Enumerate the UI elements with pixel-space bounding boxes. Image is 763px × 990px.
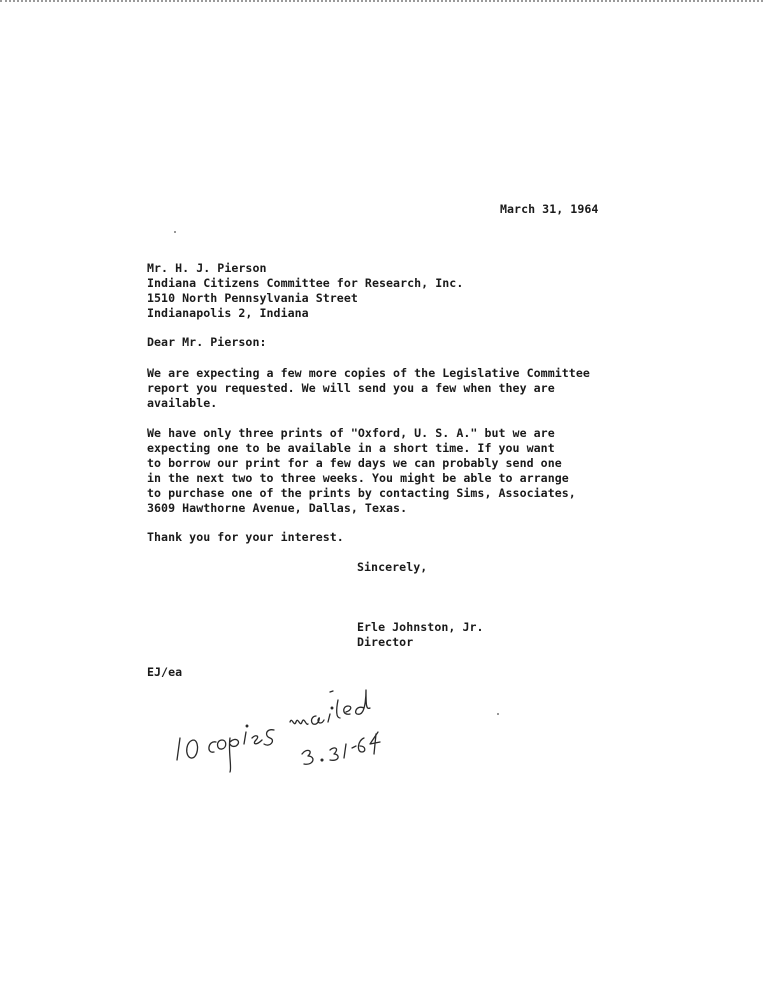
recipient-name: Mr. H. J. Pierson [147,261,267,275]
paragraph-line: expecting one to be available in a short time. If you want [147,441,555,455]
signer-name: Erle Johnston, Jr. [357,620,484,634]
scan-speck [497,713,499,715]
recipient-street: 1510 North Pennsylvania Street [147,291,358,305]
paragraph-line: in the next two to three weeks. You might be able to arrange [147,471,569,485]
paragraph-1 [147,366,590,411]
salutation: Dear Mr. Pierson: [147,335,267,349]
recipient-organization: Indiana Citizens Committee for Research, Inc. [147,276,464,290]
signature-block [357,620,484,650]
recipient-city: Indianapolis 2, Indiana [147,306,309,320]
page-top-border [0,0,763,4]
thanks-line: Thank you for your interest. [147,530,344,544]
paragraph-line: report you requested. We will send you a few when they are [147,381,555,395]
paragraph-line: to borrow our print for a few days we can probably send one [147,456,562,470]
signer-title: Director [357,635,414,649]
recipient-address [147,261,463,321]
closing: Sincerely, [357,560,428,574]
paragraph-line: available. [147,396,218,410]
scan-speck [174,231,176,233]
handwritten-note [170,680,430,780]
paragraph-line: We are expecting a few more copies of the Legislative Committee [147,366,590,380]
paragraph-line: We have only three prints of "Oxford, U. S. A." but we are [147,426,555,440]
typist-initials: EJ/ea [147,665,183,679]
paragraph-line: to purchase one of the prints by contacting Sims, Associates, [147,486,576,500]
paragraph-2 [147,426,576,516]
letter-date: March 31, 1964 [500,202,599,216]
paragraph-line: 3609 Hawthorne Avenue, Dallas, Texas. [147,501,408,515]
